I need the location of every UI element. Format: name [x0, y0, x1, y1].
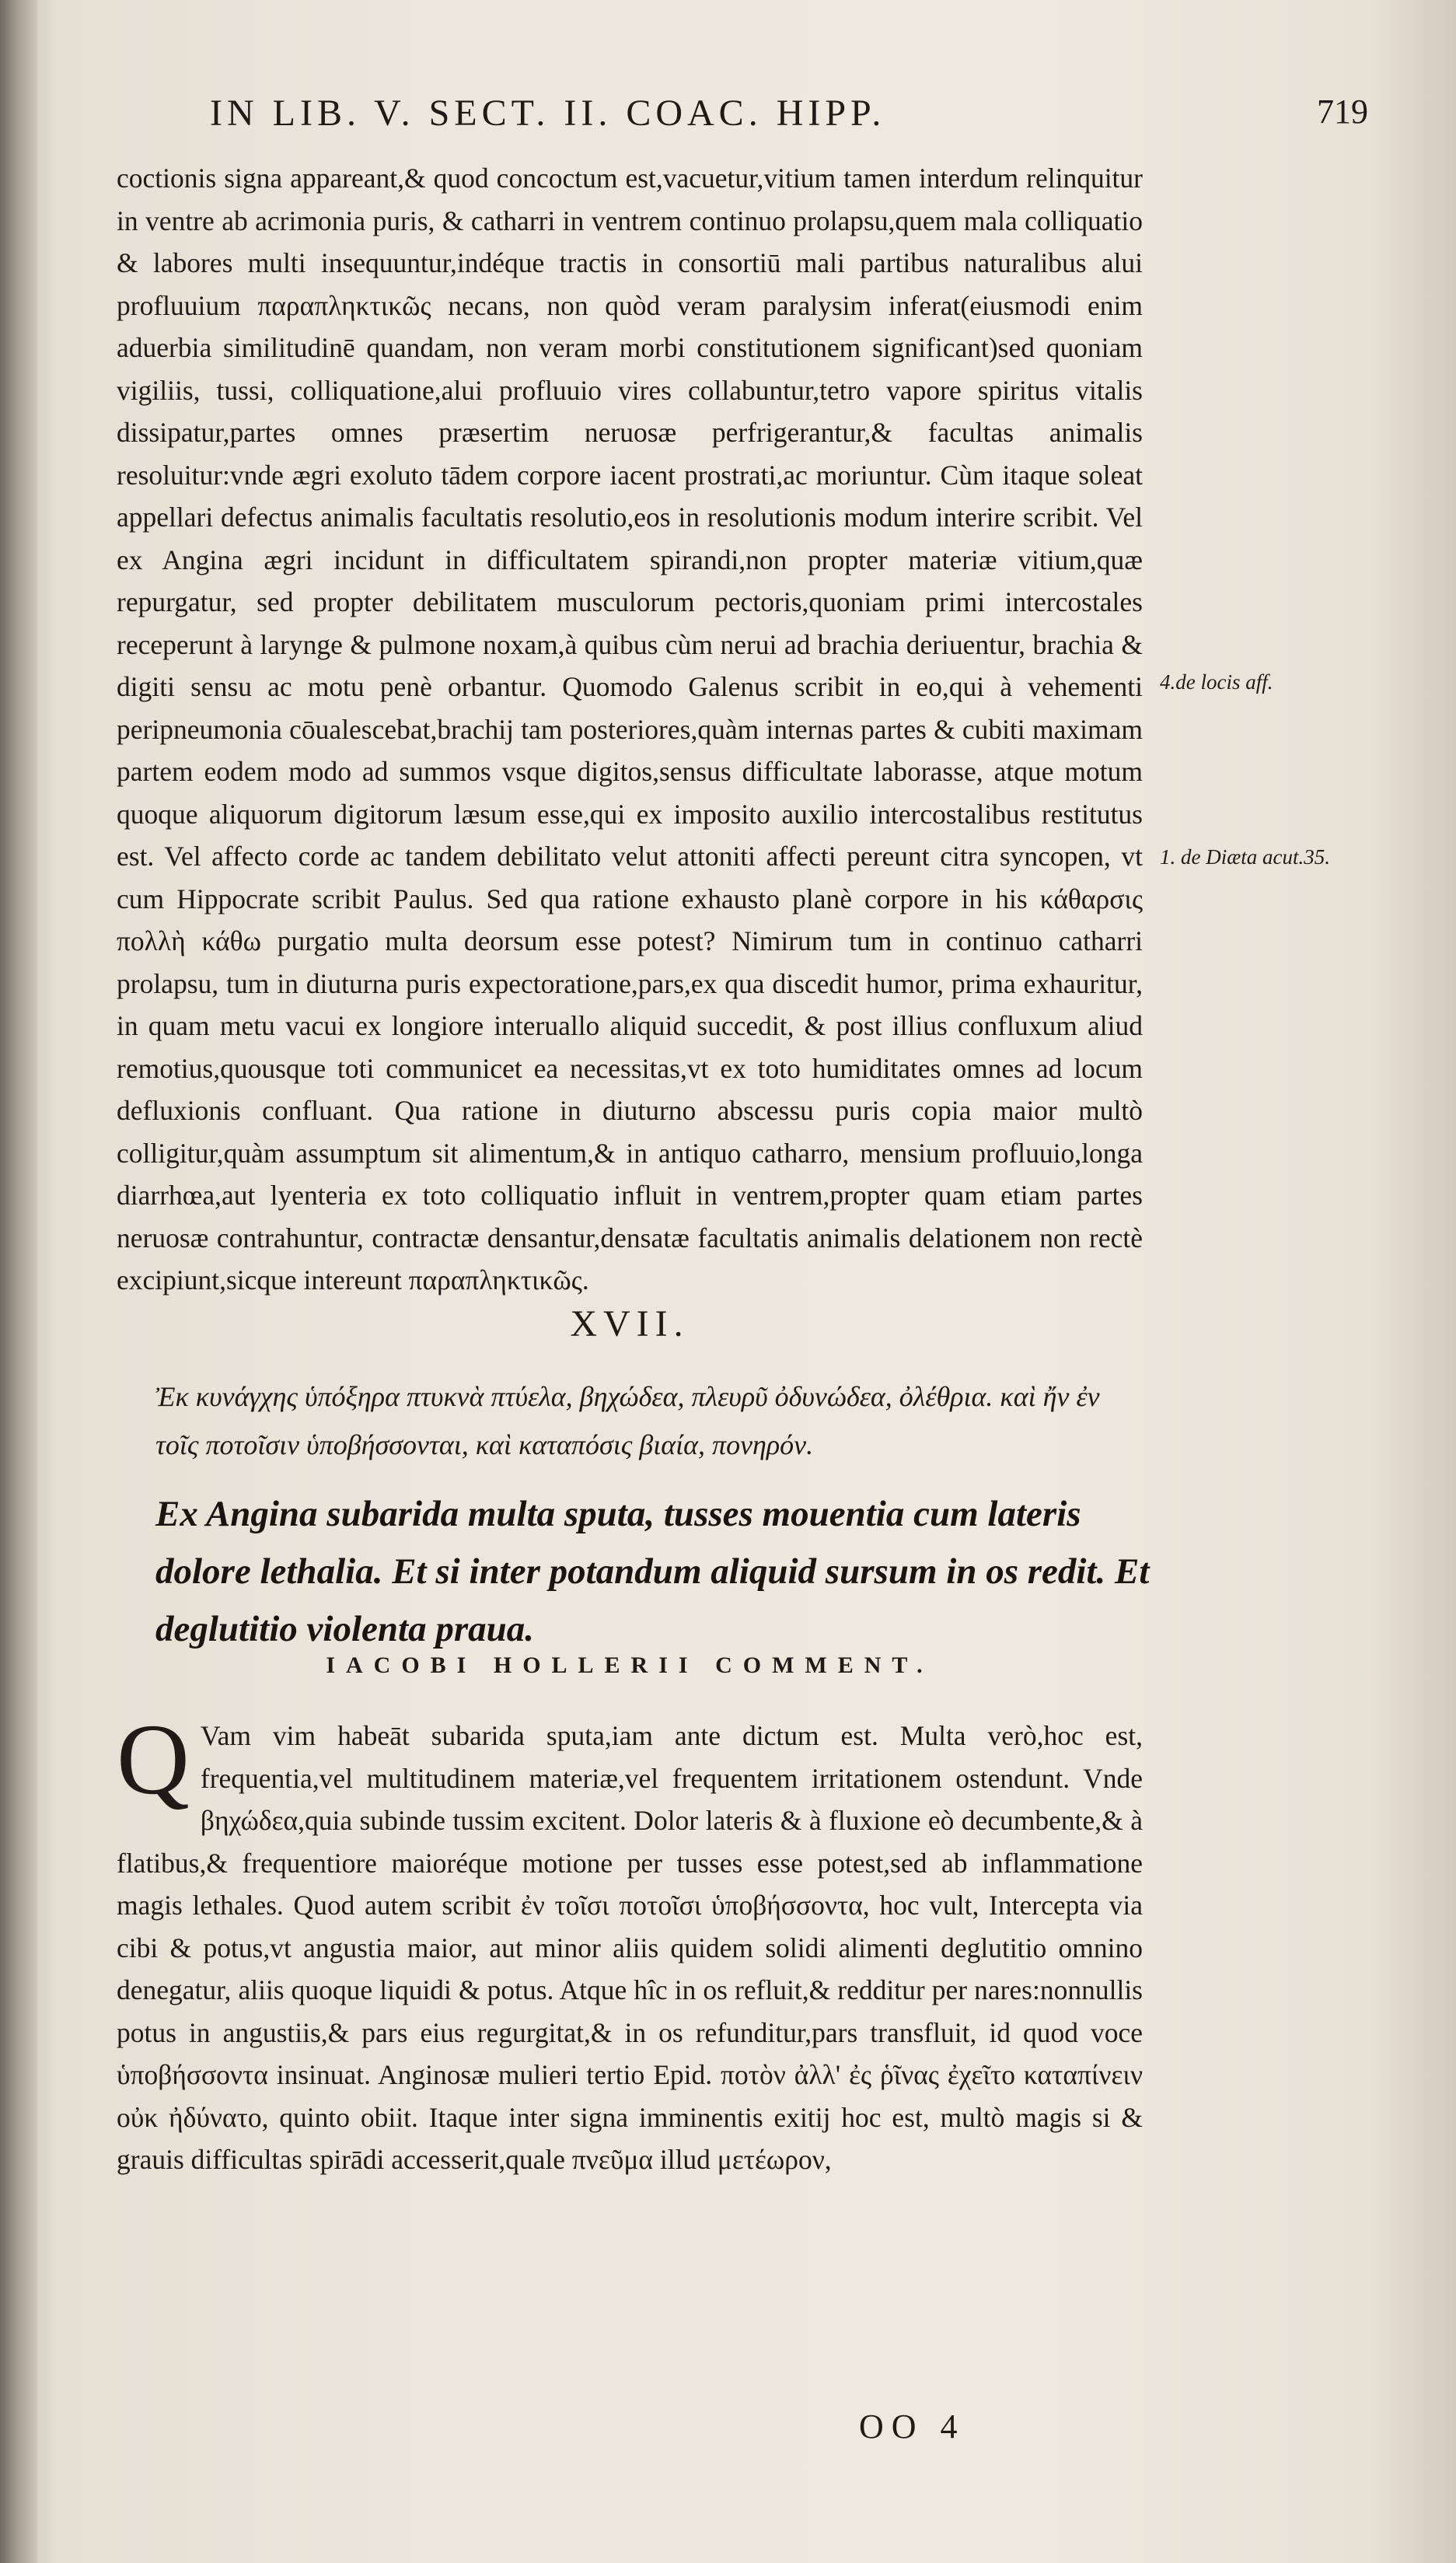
book-gutter	[0, 0, 37, 2563]
commentary-heading: IACOBI HOLLERII COMMENT.	[326, 1652, 934, 1678]
section-number: XVII.	[570, 1303, 690, 1344]
page-number: 719	[1317, 93, 1368, 131]
marginal-note: 4.de locis aff.	[1160, 670, 1273, 694]
drop-cap: Q	[117, 1704, 190, 1816]
running-title: IN LIB. V. SECT. II. COAC. HIPP.	[210, 93, 886, 134]
commentary-paragraph	[117, 1704, 1143, 2181]
greek-aphorism: Ἐκ κυνάγχης ὑπόξηρα πτυκνὰ πτύελα, βηχώδεα, πλευρῦ ὀδυνώδεα, ὀλέθρια. καὶ ἤν ἐν τοῖς ποτοῖσιν ὑποβήσσονται, καὶ καταπόσις βιαία, πονηρόν.	[155, 1381, 1100, 1460]
body-paragraph-text: coctionis signa appareant,& quod concoctum est,vacuetur,vitium tamen interdum relinquitur in ventre ab acrimonia puris, & catharri in ventrem continuo prolapsu,quem mala colliquatio & labores multi insequuntur,indéque tractis in consortiū mali partibus naturalibus alui profluuium παραπληκτικῶς necans, non quòd veram paralysim inferat(eiusmodi enim aduerbia similitudinē quandam, non veram morbi constitutionem significant)sed quoniam vigiliis, tussi, colliquatione,alui profluuio vires collabuntur,tetro vapore spiritus vitalis dissipatur,partes omnes præsertim neruosæ perfrigerantur,& facultas animalis resoluitur:vnde ægri exoluto tādem corpore iacent prostrati,ac moriuntur. Cùm itaque soleat appellari defectus animalis facultatis resolutio,eos in resolutionis modum interire scribit. Vel ex Angina ægri incidunt in difficultatem spirandi,non propter materiæ vitium,quæ repurgatur, sed propter debilitatem musculorum pectoris,quoniam primi intercostales receperunt à larynge & pulmone noxam,à quibus cùm nerui ad brachia deriuentur, brachia & digiti sensu ac motu penè orbantur. Quomodo Galenus scribit in eo,qui à vehementi peripneumonia cōualescebat,brachij tam posteriores,quàm internas partes & cubiti maximam partem eodem modo ad summos vsque digitos,sensus difficultate laborasse, atque motum quoque aliquorum digitorum læsum esse,qui ex imposito auxilio intercostalibus restitutus est. Vel affecto corde ac tandem debilitato velut attoniti affecti pereunt citra syncopen, vt cum Hippocrate scribit Paulus. Sed qua ratione exhausto planè corpore in his κάθαρσις πολλὴ κάθω purgatio multa deorsum esse potest? Nimirum tum in continuo catharri prolapsu, tum in diuturna puris expectoratione,pars,ex qua discedit humor, prima exhauritur, in quam metu vacui ex longiore interuallo aliquid succedit, & post illius confluxum aliud remotius,quousque toti communicet ea necessitas,vt ex toto humiditates omnes ad locum defluxionis confluant. Qua ratione in diuturno abscessu puris copia maior multò colligitur,quàm assumptum sit alimentum,& in antiquo catharro, mensium profluuio,longa diarrhœa,aut lyenteria ex toto colliquatio influit in ventrem,propter quam etiam partes neruosæ contrahuntur, contractæ densantur,densatæ facultatis animalis delationem non rectè excipiunt,sicque intereunt παραπληκτικῶς.	[117, 163, 1143, 1295]
marginal-note: 1. de Diæta acut.35.	[1160, 845, 1330, 869]
commentary-text: Vam vim habeāt subarida sputa,iam ante dictum est. Multa verò,hoc est, frequentia,vel multitudinem materiæ,vel frequentem irritationem ostendunt. Vnde βηχώδεα,quia subinde tussim excitent. Dolor lateris & à fluxione eò decumbente,& à flatibus,& frequentiore maioréque motione per tusses esse potest,sed ab inflammatione magis lethales. Quod autem scribit ἐν τοῖσι ποτοῖσι ὑποβήσσοντα, hoc vult, Intercepta via cibi & potus,vt angustia maior, aut minor aliis quidem solidi alimenti deglutitio omnino denegatur, aliis quoque liquidi & potus. Atque hîc in os refluit,& redditur per nares:nonnullis potus in angustiis,& pars eius regurgitat,& in os refunditur,pars transfluit, id quod voce ὑποβήσσοντα insinuat. Anginosæ mulieri tertio Epid. ποτὸν ἀλλ' ἐς ῥῖνας ἐχεῖτο καταπίνειν οὐκ ἠδύνατο, quinto obiit. Itaque inter signa imminentis exitij hoc est, multò magis si & grauis difficultas spirādi accesserit,quale πνεῦμα illud μετέωρον,	[117, 1720, 1143, 2175]
signature-mark: OO 4	[859, 2407, 965, 2446]
latin-aphorism: Ex Angina subarida multa sputa, tusses mouentia cum lateris dolore lethalia. Et si inter potandum aliquid sursum in os redit. Et deglutitio violenta praua.	[155, 1494, 1150, 1649]
body-paragraph	[117, 157, 1143, 1302]
running-header	[210, 92, 1376, 135]
page	[93, 78, 1430, 2504]
